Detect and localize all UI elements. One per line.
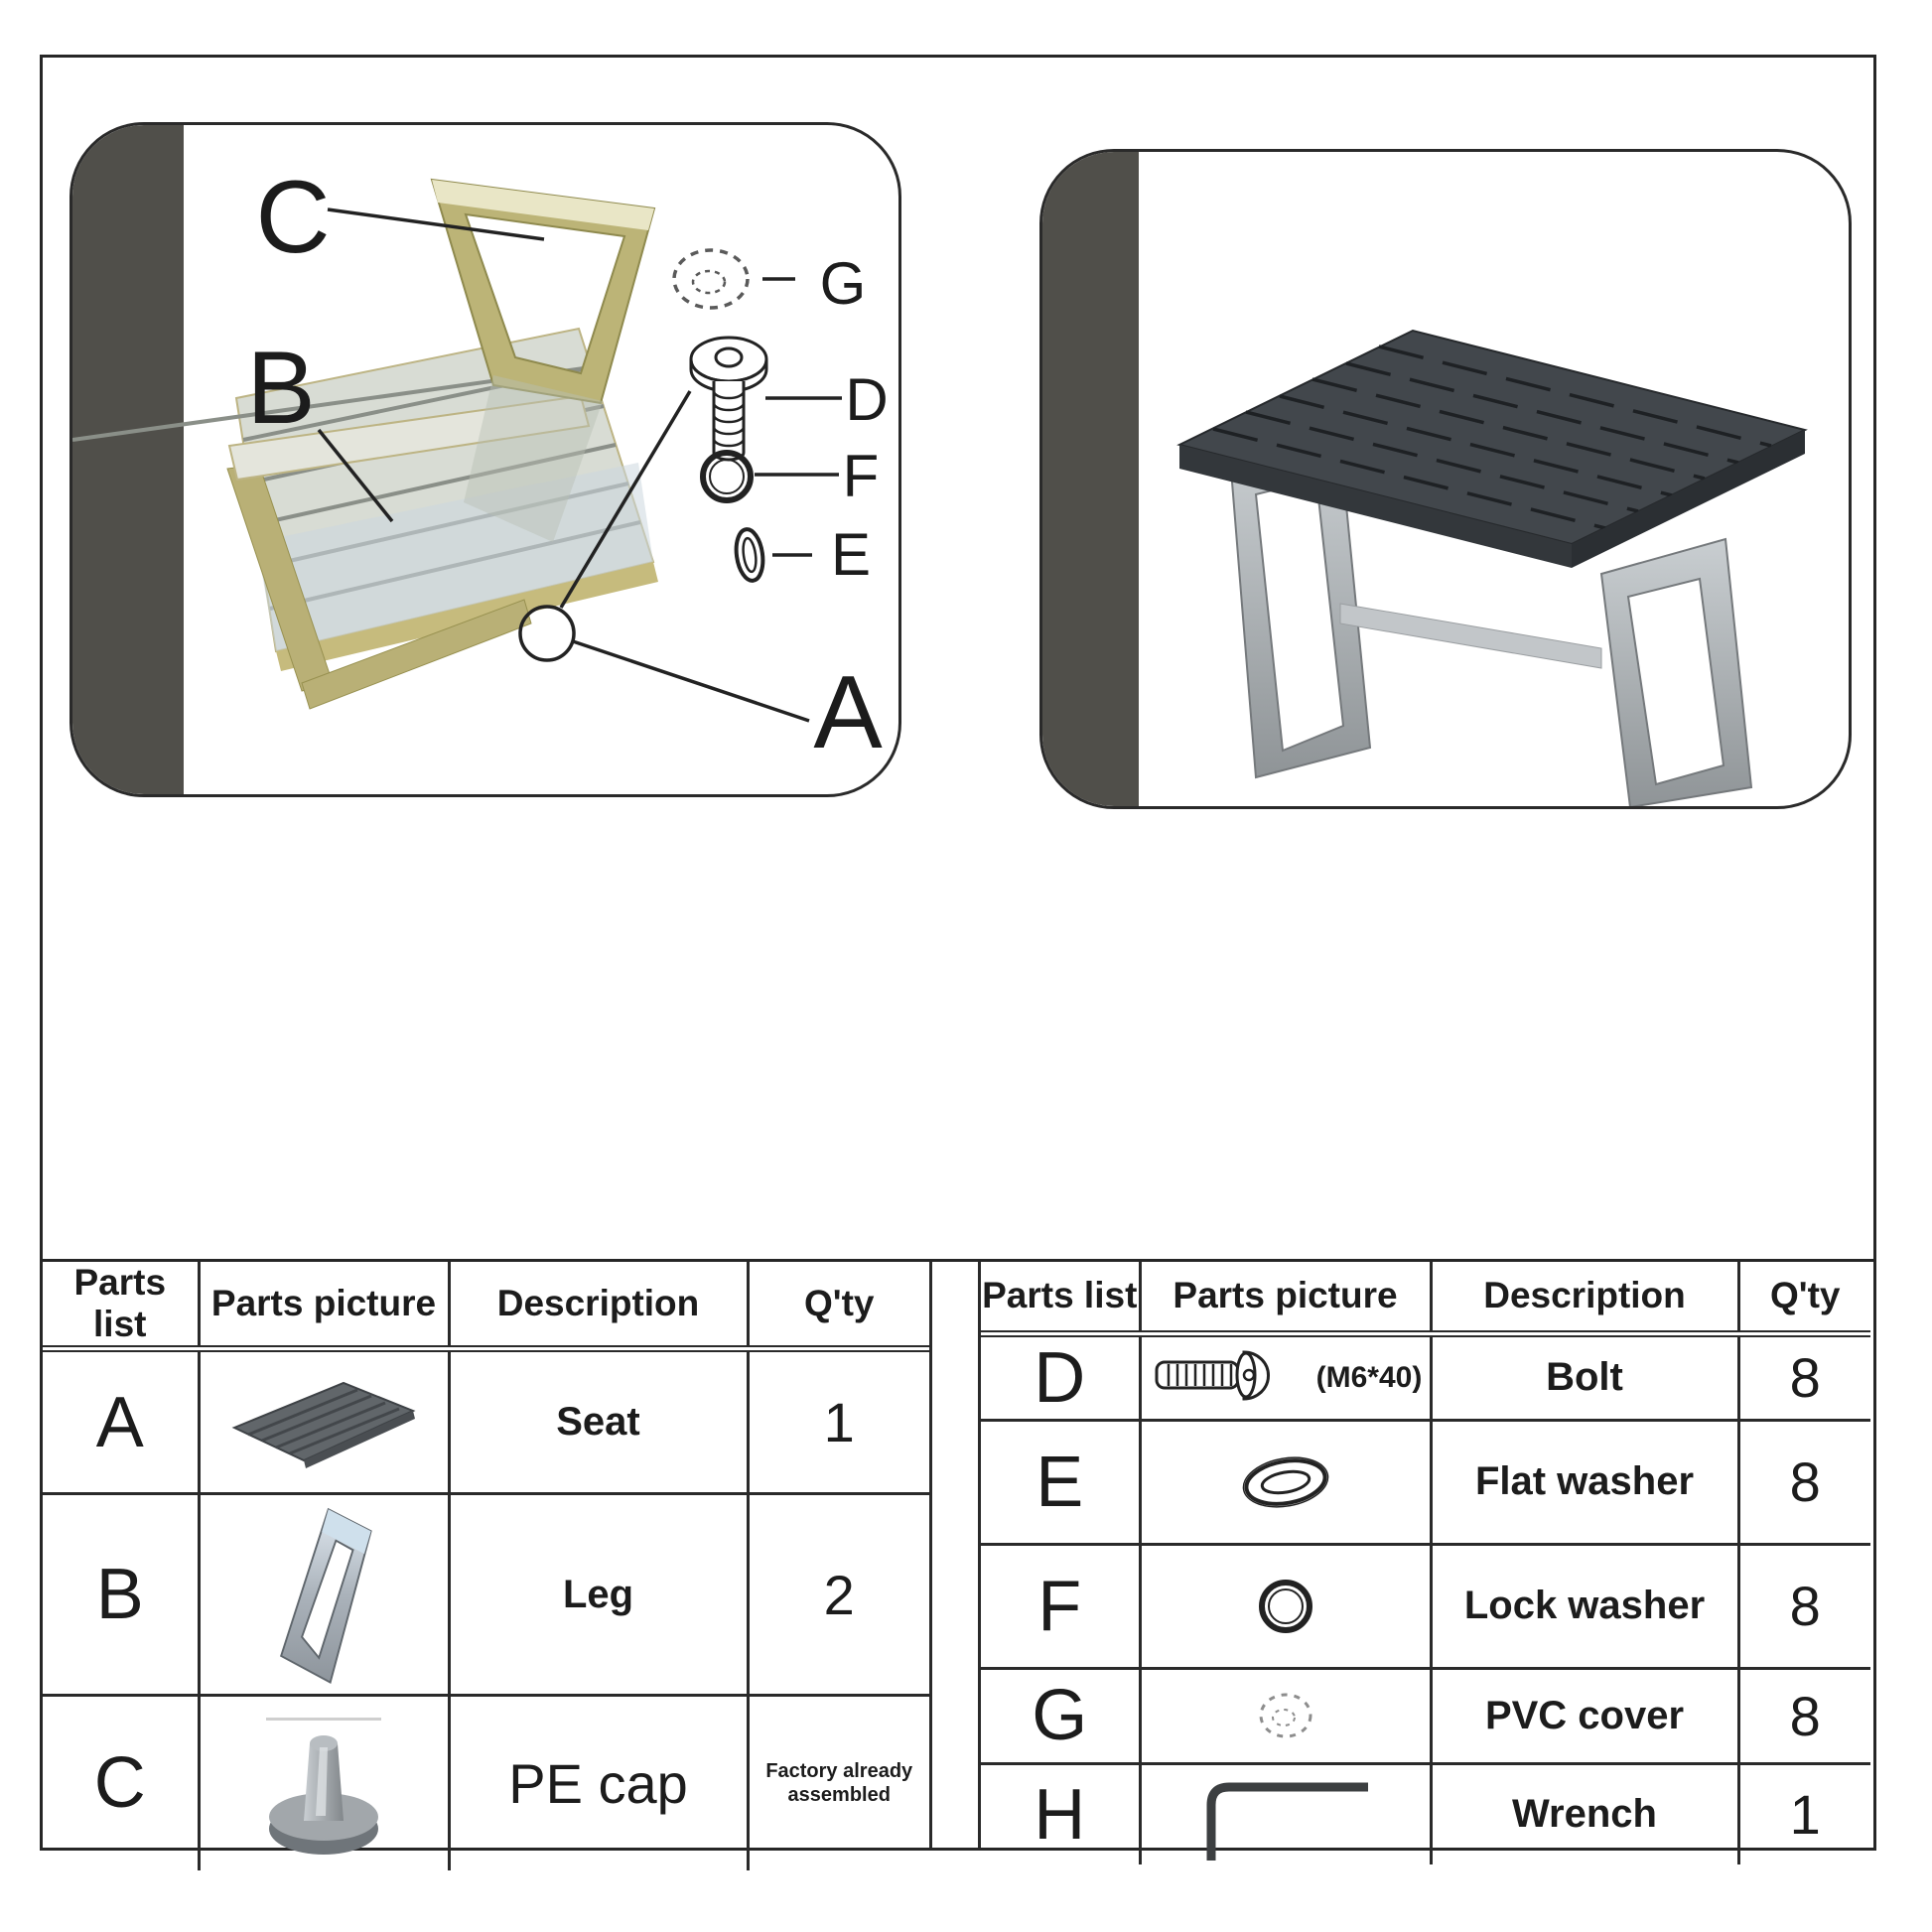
flat-washer-icon xyxy=(734,527,766,582)
header-parts-picture: Parts picture xyxy=(199,1262,449,1349)
label-part-c: C xyxy=(255,160,331,275)
table-top xyxy=(1179,331,1805,568)
table-row xyxy=(43,1349,929,1494)
part-description: PVC cover xyxy=(1431,1668,1738,1763)
table-row xyxy=(43,1696,929,1870)
header-description: Description xyxy=(449,1262,748,1349)
part-id: E xyxy=(981,1420,1140,1544)
bolt-icon xyxy=(1149,1344,1303,1411)
pe-cap-icon xyxy=(201,1697,448,1870)
part-qty: 2 xyxy=(748,1494,929,1696)
detail-circle-marker xyxy=(520,607,574,660)
part-description: PE cap xyxy=(449,1696,748,1870)
table-row xyxy=(981,1668,1870,1763)
header-parts-list: Parts list xyxy=(43,1262,199,1349)
header-description: Description xyxy=(1431,1262,1738,1333)
table-row xyxy=(981,1333,1870,1420)
pvc-cover-icon xyxy=(1142,1670,1430,1762)
label-part-f: F xyxy=(842,443,880,509)
table-header-row xyxy=(43,1262,929,1349)
part-description: Wrench xyxy=(1431,1763,1738,1864)
lock-washer-icon xyxy=(703,453,751,500)
table-stretcher xyxy=(1340,604,1601,668)
parts-table-right xyxy=(981,1262,1870,1864)
part-id: G xyxy=(981,1668,1140,1763)
bolt-size-note: (M6*40) xyxy=(1315,1360,1423,1394)
label-part-a: A xyxy=(813,655,883,770)
part-description: Bolt xyxy=(1431,1333,1738,1420)
part-qty: 8 xyxy=(1738,1420,1870,1544)
part-id: A xyxy=(43,1349,199,1494)
flat-washer-icon xyxy=(1142,1422,1430,1543)
label-part-b: B xyxy=(246,331,316,446)
part-id: F xyxy=(981,1544,1140,1668)
label-part-d: D xyxy=(845,366,889,433)
parts-table-left xyxy=(43,1262,929,1870)
part-description: Lock washer xyxy=(1431,1544,1738,1668)
table-row xyxy=(43,1494,929,1696)
part-id: D xyxy=(981,1333,1140,1420)
exploded-view-panel xyxy=(69,122,901,797)
part-description: Seat xyxy=(449,1349,748,1494)
assembled-table-photo xyxy=(1042,152,1852,809)
header-parts-list: Parts list xyxy=(981,1262,1140,1333)
table-header-row xyxy=(981,1262,1870,1333)
part-qty: 1 xyxy=(1738,1763,1870,1864)
pvc-cover-icon xyxy=(674,250,748,308)
table-row xyxy=(981,1763,1870,1864)
part-qty: 8 xyxy=(1738,1668,1870,1763)
inverted-bench-photo xyxy=(72,180,658,709)
exploded-diagram xyxy=(72,125,901,797)
lock-washer-icon xyxy=(1142,1546,1430,1667)
table-row xyxy=(981,1420,1870,1544)
seat-icon xyxy=(201,1352,448,1492)
parts-tables-region xyxy=(40,1259,1876,1855)
table-row xyxy=(981,1544,1870,1668)
part-qty: 8 xyxy=(1738,1333,1870,1420)
label-part-e: E xyxy=(830,521,872,588)
bolt-icon xyxy=(691,338,766,460)
table-right-leg xyxy=(1601,539,1751,807)
wrench-icon xyxy=(1142,1765,1430,1864)
header-parts-picture: Parts picture xyxy=(1140,1262,1431,1333)
label-part-g: G xyxy=(819,250,867,317)
leg-icon xyxy=(201,1495,448,1694)
header-qty: Q'ty xyxy=(748,1262,929,1349)
part-qty: 8 xyxy=(1738,1544,1870,1668)
part-id: C xyxy=(43,1696,199,1870)
part-description: Flat washer xyxy=(1431,1420,1738,1544)
header-qty: Q'ty xyxy=(1738,1262,1870,1333)
part-qty: 1 xyxy=(748,1349,929,1494)
part-qty: Factory already assembled xyxy=(748,1696,929,1870)
part-id: H xyxy=(981,1763,1140,1864)
assembled-view-panel xyxy=(1039,149,1852,809)
part-description: Leg xyxy=(449,1494,748,1696)
table-divider-gap xyxy=(929,1262,981,1848)
part-id: B xyxy=(43,1494,199,1696)
